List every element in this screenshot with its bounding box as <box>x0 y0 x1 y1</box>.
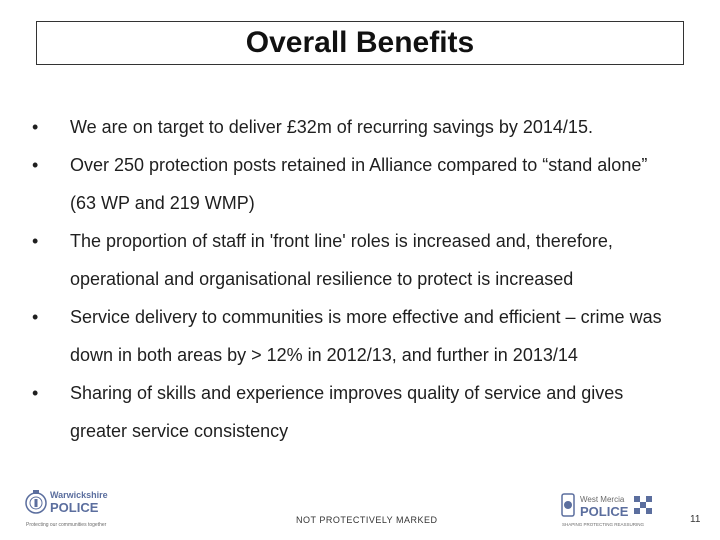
bullet-dot: • <box>32 117 39 137</box>
bullet-line: Sharing of skills and experience improves quality of service and gives <box>70 383 624 403</box>
bullet-dot: • <box>32 307 39 327</box>
warwickshire-police-logo <box>24 486 116 530</box>
bullet-dot: • <box>32 383 39 403</box>
logo-line1: West Mercia <box>580 495 625 504</box>
logo-line2: POLICE <box>580 504 629 519</box>
slide-title: Overall Benefits <box>245 26 475 59</box>
title-box <box>36 21 684 65</box>
bullet-line: (63 WP and 219 WMP) <box>70 193 255 213</box>
bullet-line: operational and organisational resilience to protect is increased <box>70 269 574 289</box>
bullet-line: down in both areas by > 12% in 2012/13, and further in 2013/14 <box>70 345 578 365</box>
page-number: 11 <box>690 514 701 525</box>
bullet-text <box>70 222 700 298</box>
bullet-item <box>30 222 700 298</box>
bullet-dot: • <box>32 231 39 251</box>
bullet-list <box>30 108 700 450</box>
checkered-band-icon <box>634 496 652 514</box>
bullet-text <box>70 146 700 222</box>
bullet-text <box>70 298 700 374</box>
bullet-line: Over 250 protection posts retained in Alliance compared to “stand alone” <box>70 155 648 175</box>
protective-marking: NOT PROTECTIVELY MARKED <box>296 515 438 525</box>
bullet-item <box>30 298 700 374</box>
bullet-text <box>70 108 700 146</box>
bullet-item <box>30 108 700 146</box>
bullet-dot: • <box>32 155 39 175</box>
police-crest-icon <box>562 494 574 516</box>
logo-tagline: SHAPING PROTECTING REASSURING <box>562 522 645 527</box>
bullet-text <box>70 374 700 450</box>
bullet-line: The proportion of staff in 'front line' roles is increased and, therefore, <box>70 231 613 251</box>
bullet-item <box>30 146 700 222</box>
logo-tagline: Protecting our communities together <box>26 522 107 528</box>
bullet-item <box>30 374 700 450</box>
bullet-line: We are on target to deliver £32m of recurring savings by 2014/15. <box>70 117 593 137</box>
bullet-line: greater service consistency <box>70 421 289 441</box>
bullet-line: Service delivery to communities is more effective and efficient – crime was <box>70 307 662 327</box>
logo-line1: Warwickshire <box>50 490 108 500</box>
west-mercia-police-logo <box>560 490 660 530</box>
police-crest-icon <box>26 490 46 513</box>
logo-line2: POLICE <box>50 500 99 515</box>
